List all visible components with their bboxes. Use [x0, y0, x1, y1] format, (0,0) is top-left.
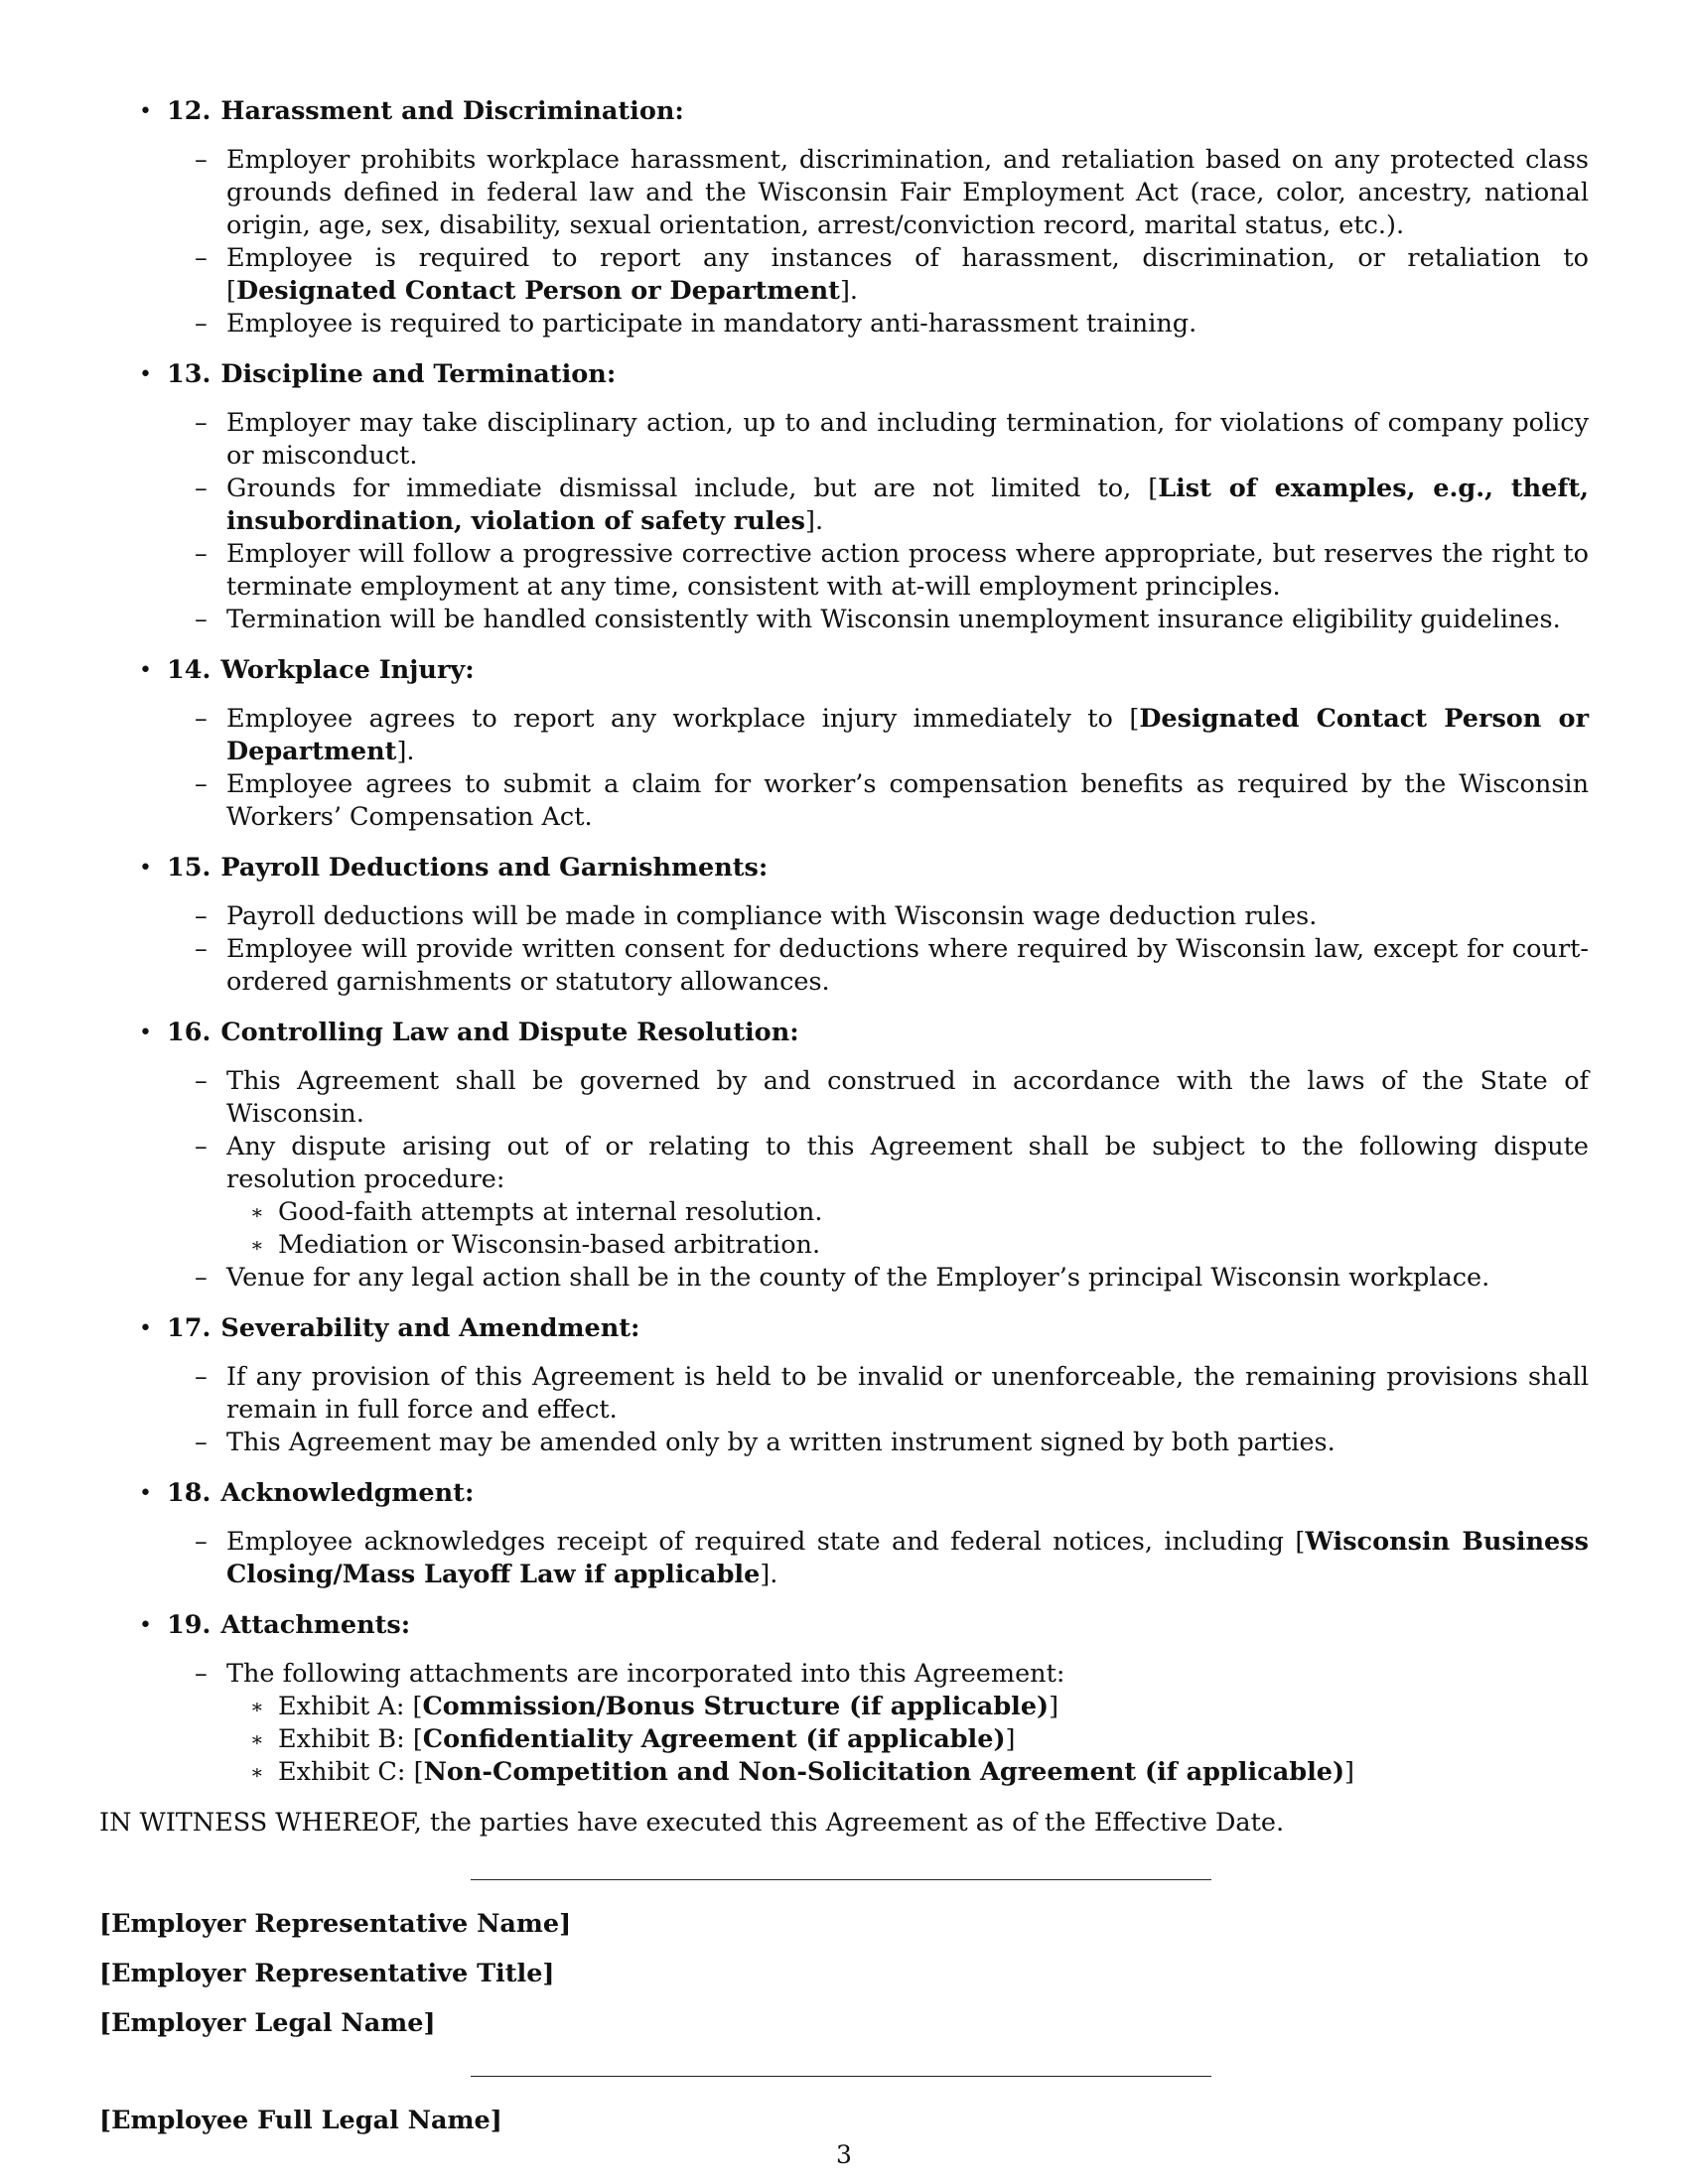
list-item	[167, 703, 1589, 768]
dash: –	[195, 1659, 208, 1689]
bullet: •	[139, 1021, 152, 1045]
bullet: •	[139, 1613, 152, 1638]
item-text: Employee is required to report any instances of harassment, discrimination, or retaliation to [	[226, 243, 1589, 306]
sub-list-item	[167, 1756, 1589, 1789]
item-text: ]	[1344, 1757, 1354, 1787]
section-16	[99, 1017, 1589, 1295]
dash: –	[195, 309, 208, 339]
star-bullet: ∗	[250, 1695, 264, 1718]
list-item	[167, 1262, 1589, 1295]
section-17	[99, 1312, 1589, 1459]
item-text: Exhibit B: [	[278, 1724, 423, 1754]
list-item	[167, 933, 1589, 999]
section-number: 13.	[167, 359, 211, 389]
section-title	[167, 1312, 1589, 1345]
witness-clause: IN WITNESS WHEREOF, the parties have executed this Agreement as of the Effective Date.	[99, 1808, 1285, 1838]
employee-signature-line[interactable]	[471, 2076, 1211, 2077]
section-14	[99, 654, 1589, 834]
item-text: Exhibit C: [	[278, 1757, 424, 1787]
employer-signature-block	[99, 1908, 1589, 2040]
dash: –	[195, 1066, 208, 1096]
section-number: 12.	[167, 96, 211, 126]
document-body	[99, 95, 1589, 2154]
placeholder-field: Commission/Bonus Structure (if applicable)	[422, 1692, 1050, 1721]
section-title	[167, 95, 1589, 128]
bullet: •	[139, 1316, 152, 1341]
list-item	[167, 900, 1589, 933]
list-item	[167, 538, 1589, 604]
item-text: Good-faith attempts at internal resolution.	[278, 1197, 823, 1227]
list-item	[167, 1658, 1589, 1691]
item-text: ].	[396, 737, 415, 766]
employer-rep-name: [Employer Representative Name]	[99, 1909, 572, 1939]
section-title	[167, 1477, 1589, 1510]
placeholder-field: Non-Competition and Non-Solicitation Agreement (if applicable)	[423, 1757, 1345, 1787]
dash: –	[195, 1428, 208, 1457]
sub-list-item	[167, 1196, 1589, 1229]
bullet: •	[139, 362, 152, 387]
section-13	[99, 358, 1589, 636]
dash: –	[195, 1263, 208, 1293]
section-title	[167, 1609, 1589, 1642]
dash: –	[195, 704, 208, 734]
item-text: Any dispute arising out of or relating to this Agreement shall be subject to the following dispute resolution procedure:	[226, 1132, 1589, 1194]
section-title-text: Discipline and Termination:	[220, 359, 617, 389]
section-number: 17.	[167, 1313, 211, 1343]
section-title	[167, 852, 1589, 885]
section-title-text: Harassment and Discrimination:	[220, 96, 684, 126]
list-item	[167, 473, 1589, 538]
list-item	[167, 1065, 1589, 1131]
employer-signature-line[interactable]	[471, 1879, 1211, 1880]
list-item	[167, 1361, 1589, 1427]
item-text: ]	[1005, 1724, 1016, 1754]
list-item	[167, 242, 1589, 308]
item-text: ]	[1049, 1692, 1059, 1721]
item-text: Payroll deductions will be made in compliance with Wisconsin wage deduction rules.	[226, 901, 1318, 931]
dash: –	[195, 1527, 208, 1557]
item-text: Employer may take disciplinary action, up to and including termination, for violations of company policy or misconduct.	[226, 408, 1589, 471]
item-text: Mediation or Wisconsin-based arbitration.	[278, 1230, 821, 1260]
bullet: •	[139, 1481, 152, 1506]
item-text: Employer will follow a progressive corrective action process where appropriate, but reserves the right to terminate employment at any time, consistent with at-will employment principles.	[226, 539, 1589, 602]
star-bullet: ∗	[250, 1760, 264, 1784]
dash: –	[195, 769, 208, 799]
dash: –	[195, 934, 208, 964]
section-15	[99, 852, 1589, 999]
placeholder-field: Designated Contact Person or Department	[235, 276, 840, 306]
bullet: •	[139, 856, 152, 881]
list-item	[167, 308, 1589, 341]
dash: –	[195, 408, 208, 438]
section-number: 19.	[167, 1610, 211, 1640]
section-title	[167, 358, 1589, 391]
section-19	[99, 1609, 1589, 1789]
section-18	[99, 1477, 1589, 1591]
employee-name: [Employee Full Legal Name]	[99, 2106, 502, 2135]
dash: –	[195, 539, 208, 569]
dash: –	[195, 1132, 208, 1161]
section-title-text: Severability and Amendment:	[220, 1313, 640, 1343]
section-title-text: Workplace Injury:	[220, 655, 475, 685]
dash: –	[195, 901, 208, 931]
page-number: 3	[836, 2140, 852, 2169]
dash: –	[195, 145, 208, 175]
item-text: If any provision of this Agreement is held to be invalid or unenforceable, the remaining provisions shall remain in full force and effect.	[226, 1362, 1589, 1425]
section-title-text: Controlling Law and Dispute Resolution:	[220, 1018, 799, 1047]
item-text: Grounds for immediate dismissal include, but are not limited to, [	[226, 474, 1159, 503]
list-item	[167, 1131, 1589, 1196]
employer-legal-name: [Employer Legal Name]	[99, 2008, 436, 2038]
section-title-text: Acknowledgment:	[220, 1478, 475, 1508]
item-text: ].	[839, 276, 859, 306]
placeholder-field: Designated Contact Person or Department	[226, 704, 1590, 766]
dash: –	[195, 243, 208, 273]
sub-list-item	[167, 1691, 1589, 1723]
bullet: •	[139, 658, 152, 683]
section-title-text: Payroll Deductions and Garnishments:	[220, 853, 769, 883]
section-12	[99, 95, 1589, 341]
section-number: 16.	[167, 1018, 211, 1047]
bullet: •	[139, 99, 152, 124]
section-title	[167, 1017, 1589, 1049]
list-item	[167, 144, 1589, 242]
star-bullet: ∗	[250, 1233, 264, 1257]
list-item	[167, 407, 1589, 473]
item-text: Exhibit A: [	[278, 1692, 423, 1721]
list-item	[167, 604, 1589, 636]
item-text: Employer prohibits workplace harassment, discrimination, and retaliation based on any protected class grounds defined in federal law and the Wisconsin Fair Employment Act (race, color, ancestry, national origin, age, sex, disability, sexual orientation, arrest/conviction record, marital status, etc.).	[226, 145, 1589, 240]
star-bullet: ∗	[250, 1200, 264, 1224]
employee-signature-block	[99, 2105, 1589, 2137]
list-item	[167, 1526, 1589, 1591]
list-item	[167, 1427, 1589, 1459]
placeholder-field: Confidentiality Agreement (if applicable)	[422, 1724, 1006, 1754]
section-title-text: Attachments:	[220, 1610, 411, 1640]
employer-rep-title: [Employer Representative Title]	[99, 1959, 555, 1988]
dash: –	[195, 474, 208, 503]
dash: –	[195, 1362, 208, 1392]
placeholder-field: List of examples, e.g., theft, insubordination, violation of safety rules	[226, 474, 1589, 536]
section-title	[167, 654, 1589, 687]
dash: –	[195, 605, 208, 634]
star-bullet: ∗	[250, 1727, 264, 1751]
placeholder-field: Wisconsin Business Closing/Mass Layoff Law if applicable	[226, 1527, 1589, 1589]
item-text: The following attachments are incorporated into this Agreement:	[226, 1659, 1065, 1689]
sub-list-item	[167, 1229, 1589, 1262]
sub-list-item	[167, 1723, 1589, 1756]
item-text: ].	[805, 506, 824, 536]
item-text: Venue for any legal action shall be in the county of the Employer’s principal Wisconsin workplace.	[226, 1263, 1490, 1293]
item-text: This Agreement may be amended only by a written instrument signed by both parties.	[226, 1428, 1336, 1457]
item-text: Employee acknowledges receipt of required state and federal notices, including [	[226, 1527, 1306, 1557]
section-number: 15.	[167, 853, 211, 883]
item-text: Employee agrees to report any workplace injury immediately to [	[226, 704, 1140, 734]
item-text: Termination will be handled consistently with Wisconsin unemployment insurance eligibility guidelines.	[226, 605, 1561, 634]
item-text: Employee is required to participate in mandatory anti-harassment training.	[226, 309, 1197, 339]
item-text: Employee agrees to submit a claim for worker’s compensation benefits as required by the Wisconsin Workers’ Compensation Act.	[226, 769, 1589, 832]
item-text: ].	[760, 1560, 778, 1589]
list-item	[167, 768, 1589, 834]
section-number: 18.	[167, 1478, 211, 1508]
item-text: Employee will provide written consent for deductions where required by Wisconsin law, except for court-ordered garnishments or statutory allowances.	[226, 934, 1589, 997]
section-number: 14.	[167, 655, 211, 685]
item-text: This Agreement shall be governed by and construed in accordance with the laws of the State of Wisconsin.	[226, 1066, 1589, 1129]
